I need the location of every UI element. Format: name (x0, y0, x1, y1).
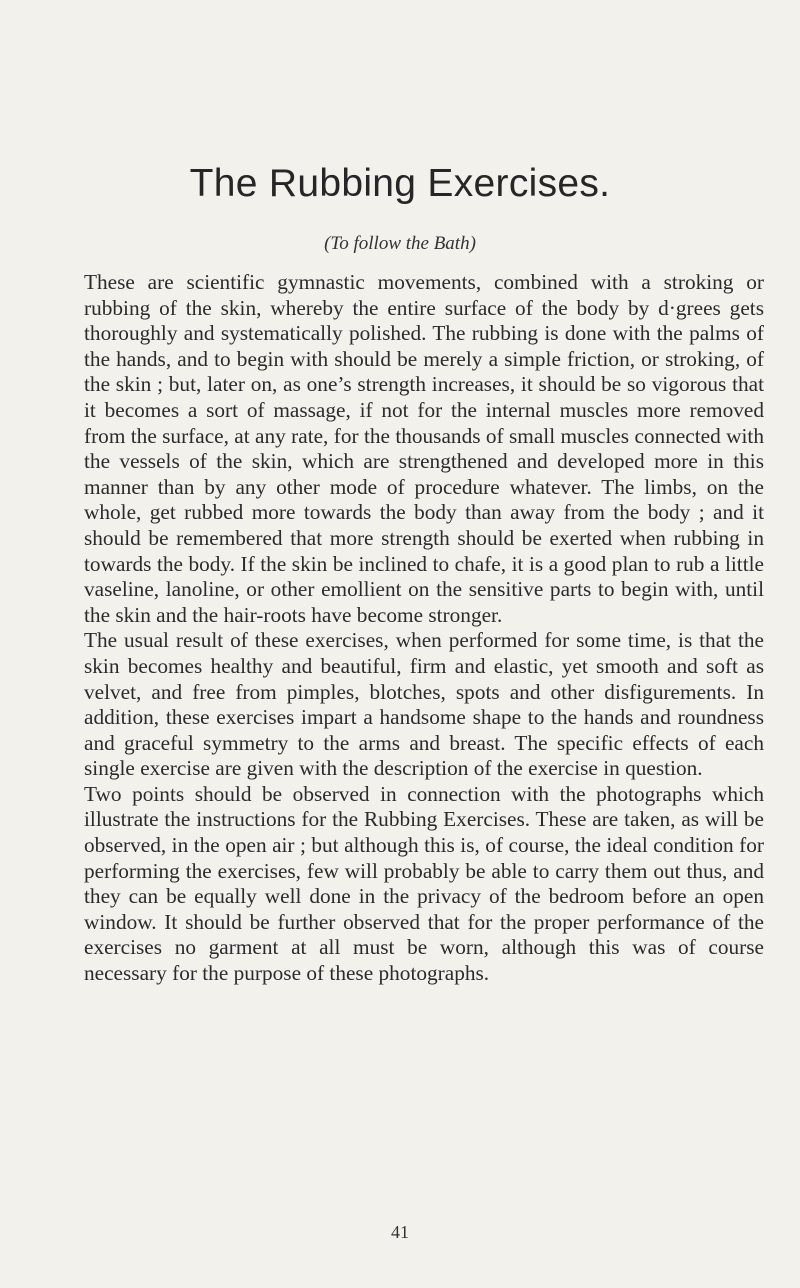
paragraph-3: Two points should be observed in connection with the photographs which illustrate the instructions for the Rubbing Exercises. These are taken, as will be observed, in the open air ; but although this is, of course, the ideal condition for performing the exercises, few will probably be able to carry them out thus, and they can be equally well done in the privacy of the bedroom before an open window. It should be further observed that for the proper performance of the exercises no garment at all must be worn, although this was of course necessary for the purpose of these photographs. (84, 781, 764, 986)
chapter-title: The Rubbing Exercises. (189, 162, 611, 205)
chapter-subtitle: (To follow the Bath) (324, 233, 476, 254)
body-text (84, 270, 764, 987)
page-number: 41 (391, 1222, 409, 1242)
paragraph-2: The usual result of these exercises, when performed for some time, is that the skin becomes healthy and beautiful, firm and elastic, yet smooth and soft as velvet, and free from pimples, blotches, spots and other disfigurements. In addition, these exercises impart a handsome shape to the hands and roundness and graceful symmetry to the arms and breast. The specific effects of each single exercise are given with the description of the exercise in question. (84, 628, 764, 781)
paragraph-1: These are scientific gymnastic movements, combined with a stroking or rubbing of the skin, whereby the entire surface of the body by d·grees gets thoroughly and systematically polished. The rubbing is done with the palms of the hands, and to begin with should be merely a simple friction, or stroking, of the skin ; but, later on, as one’s strength increases, it should be so vigorous that it becomes a sort of massage, if not for the internal muscles more removed from the surface, at any rate, for the thousands of small muscles connected with the vessels of the skin, which are strengthened and developed more in this manner than by any other mode of procedure whatever. The limbs, on the whole, get rubbed more towards the body than away from the body ; and it should be remembered that more strength should be exerted when rubbing in towards the body. If the skin be inclined to chafe, it is a good plan to rub a little vaseline, lanoline, or other emollient on the sensitive parts to begin with, until the skin and the hair-roots have become stronger. (84, 270, 764, 627)
